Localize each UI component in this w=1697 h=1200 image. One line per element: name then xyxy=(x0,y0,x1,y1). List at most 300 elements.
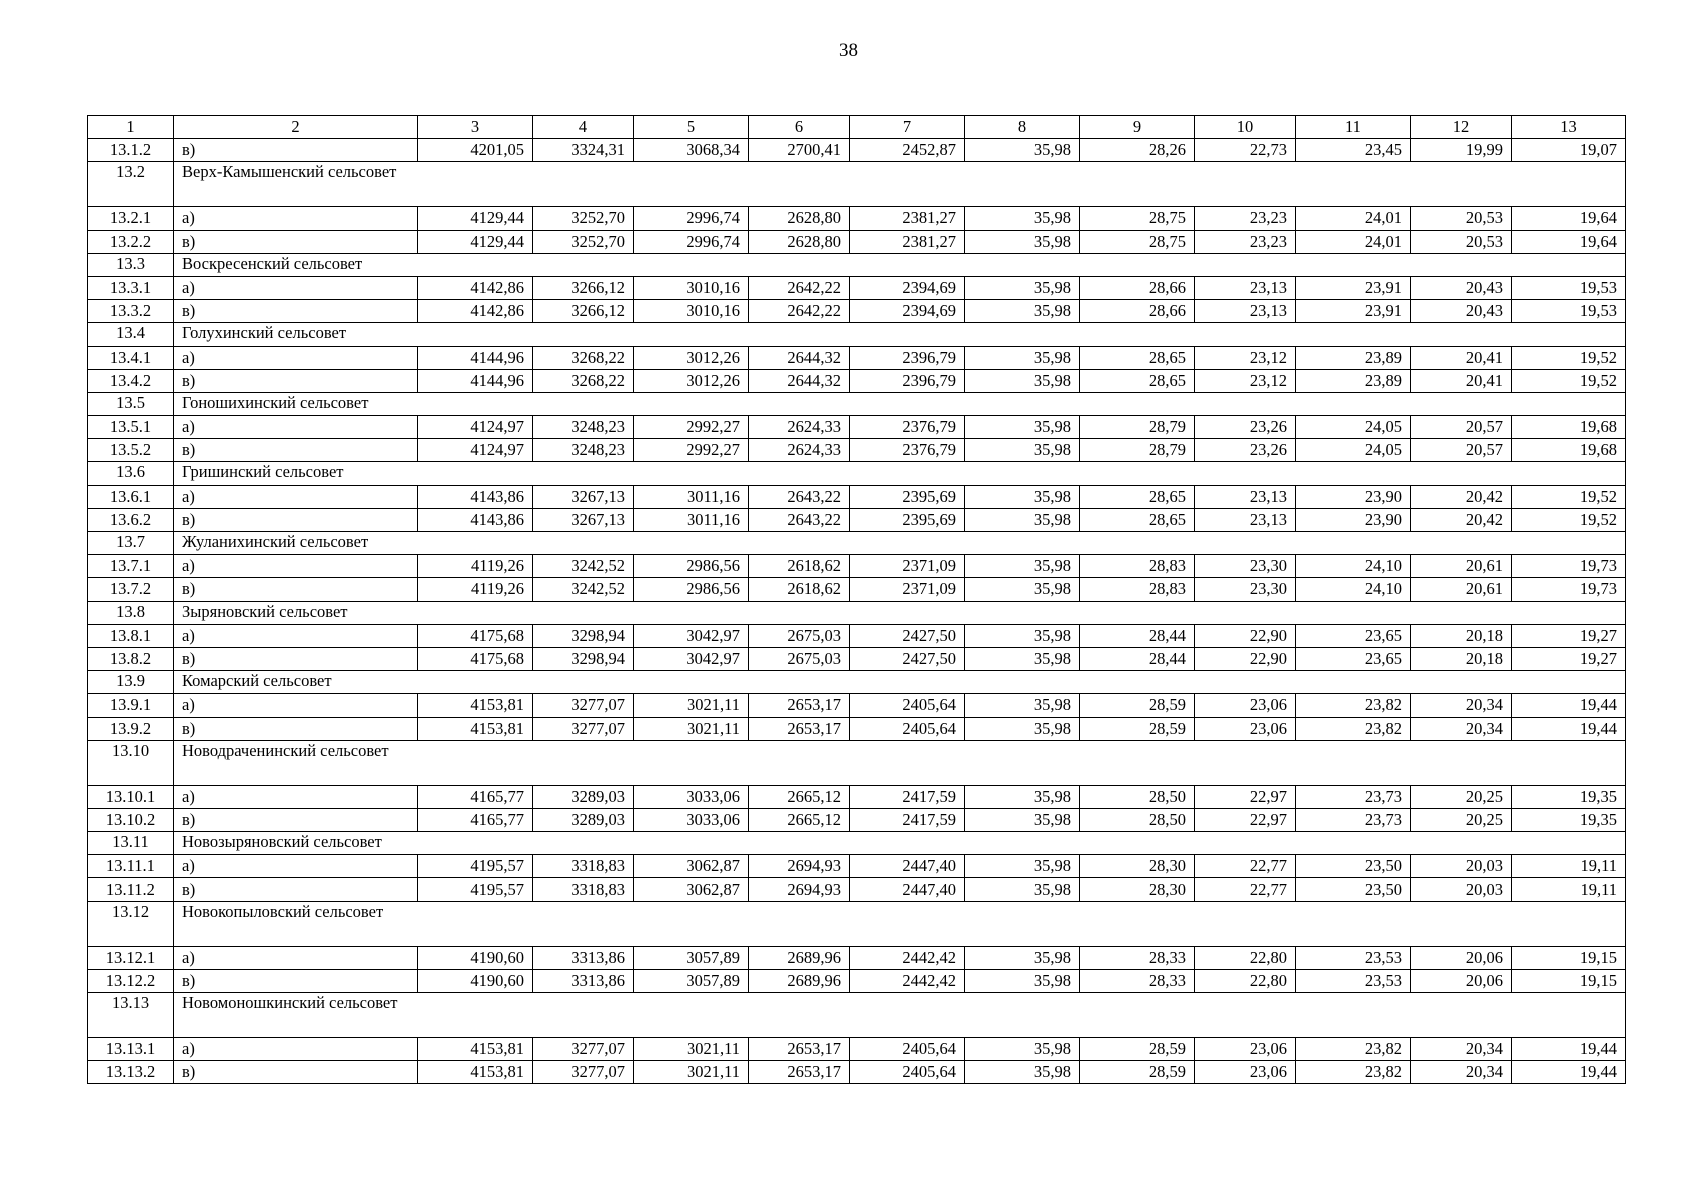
value-cell: 2996,74 xyxy=(634,230,749,253)
value-cell: 22,90 xyxy=(1195,624,1296,647)
table-row xyxy=(88,878,1626,901)
value-cell: 28,65 xyxy=(1080,485,1195,508)
header-cell: 5 xyxy=(634,116,749,139)
value-cell: 19,27 xyxy=(1512,624,1626,647)
group-title: Гоношихинский сельсовет xyxy=(174,392,1626,415)
value-cell: 3298,94 xyxy=(533,624,634,647)
value-cell: 3010,16 xyxy=(634,300,749,323)
value-cell: 2642,22 xyxy=(749,300,850,323)
row-number: 13.4.2 xyxy=(88,369,174,392)
row-number: 13.9.2 xyxy=(88,717,174,740)
value-cell: 19,07 xyxy=(1512,139,1626,162)
group-title: Жуланихинский сельсовет xyxy=(174,532,1626,555)
value-cell: 3042,97 xyxy=(634,624,749,647)
value-cell: 23,82 xyxy=(1296,694,1411,717)
group-row xyxy=(88,323,1626,346)
value-cell: 3242,52 xyxy=(533,578,634,601)
table-row xyxy=(88,808,1626,831)
value-cell: 19,52 xyxy=(1512,369,1626,392)
value-cell: 19,53 xyxy=(1512,276,1626,299)
value-cell: 20,53 xyxy=(1411,230,1512,253)
value-cell: 35,98 xyxy=(965,139,1080,162)
row-label: а) xyxy=(174,276,418,299)
group-row xyxy=(88,901,1626,946)
table-row xyxy=(88,139,1626,162)
value-cell: 4142,86 xyxy=(418,276,533,299)
row-label: в) xyxy=(174,1061,418,1084)
value-cell: 22,97 xyxy=(1195,808,1296,831)
value-cell: 28,44 xyxy=(1080,624,1195,647)
value-cell: 20,34 xyxy=(1411,694,1512,717)
row-label: а) xyxy=(174,555,418,578)
value-cell: 20,18 xyxy=(1411,647,1512,670)
value-cell: 35,98 xyxy=(965,717,1080,740)
value-cell: 2394,69 xyxy=(850,276,965,299)
row-label: в) xyxy=(174,578,418,601)
value-cell: 35,98 xyxy=(965,276,1080,299)
value-cell: 35,98 xyxy=(965,1061,1080,1084)
value-cell: 3248,23 xyxy=(533,439,634,462)
value-cell: 4190,60 xyxy=(418,969,533,992)
table-row xyxy=(88,969,1626,992)
row-label: в) xyxy=(174,808,418,831)
row-number: 13.6.1 xyxy=(88,485,174,508)
table-row xyxy=(88,555,1626,578)
row-label: в) xyxy=(174,717,418,740)
value-cell: 28,59 xyxy=(1080,1038,1195,1061)
value-cell: 3021,11 xyxy=(634,1061,749,1084)
value-cell: 22,77 xyxy=(1195,855,1296,878)
value-cell: 3010,16 xyxy=(634,276,749,299)
row-number: 13.13 xyxy=(88,993,174,1038)
value-cell: 2618,62 xyxy=(749,555,850,578)
value-cell: 2405,64 xyxy=(850,717,965,740)
value-cell: 23,26 xyxy=(1195,416,1296,439)
value-cell: 3033,06 xyxy=(634,785,749,808)
header-cell: 3 xyxy=(418,116,533,139)
value-cell: 4153,81 xyxy=(418,1038,533,1061)
value-cell: 2394,69 xyxy=(850,300,965,323)
value-cell: 20,25 xyxy=(1411,808,1512,831)
value-cell: 35,98 xyxy=(965,578,1080,601)
value-cell: 35,98 xyxy=(965,555,1080,578)
value-cell: 3012,26 xyxy=(634,369,749,392)
value-cell: 28,59 xyxy=(1080,694,1195,717)
value-cell: 2689,96 xyxy=(749,946,850,969)
value-cell: 2643,22 xyxy=(749,508,850,531)
value-cell: 4124,97 xyxy=(418,439,533,462)
value-cell: 2624,33 xyxy=(749,439,850,462)
row-number: 13.11.2 xyxy=(88,878,174,901)
value-cell: 2381,27 xyxy=(850,207,965,230)
value-cell: 24,10 xyxy=(1296,578,1411,601)
value-cell: 19,52 xyxy=(1512,346,1626,369)
row-number: 13.11 xyxy=(88,832,174,855)
value-cell: 35,98 xyxy=(965,946,1080,969)
header-cell: 11 xyxy=(1296,116,1411,139)
group-row xyxy=(88,832,1626,855)
value-cell: 19,73 xyxy=(1512,555,1626,578)
value-cell: 19,53 xyxy=(1512,300,1626,323)
value-cell: 23,26 xyxy=(1195,439,1296,462)
value-cell: 28,83 xyxy=(1080,578,1195,601)
value-cell: 24,10 xyxy=(1296,555,1411,578)
value-cell: 3318,83 xyxy=(533,878,634,901)
value-cell: 22,80 xyxy=(1195,969,1296,992)
value-cell: 19,44 xyxy=(1512,1038,1626,1061)
value-cell: 2396,79 xyxy=(850,369,965,392)
value-cell: 2992,27 xyxy=(634,416,749,439)
value-cell: 3011,16 xyxy=(634,508,749,531)
value-cell: 3248,23 xyxy=(533,416,634,439)
value-cell: 28,75 xyxy=(1080,230,1195,253)
value-cell: 23,89 xyxy=(1296,369,1411,392)
value-cell: 3062,87 xyxy=(634,855,749,878)
value-cell: 23,91 xyxy=(1296,300,1411,323)
row-number: 13.3 xyxy=(88,253,174,276)
value-cell: 4119,26 xyxy=(418,555,533,578)
group-title: Новодраченинский сельсовет xyxy=(174,740,1626,785)
row-number: 13.10 xyxy=(88,740,174,785)
group-title: Верх-Камышенский сельсовет xyxy=(174,162,1626,207)
value-cell: 23,06 xyxy=(1195,717,1296,740)
value-cell: 3266,12 xyxy=(533,276,634,299)
group-row xyxy=(88,532,1626,555)
row-number: 13.9.1 xyxy=(88,694,174,717)
value-cell: 3062,87 xyxy=(634,878,749,901)
value-cell: 20,42 xyxy=(1411,485,1512,508)
group-row xyxy=(88,671,1626,694)
value-cell: 19,11 xyxy=(1512,855,1626,878)
table-row xyxy=(88,485,1626,508)
value-cell: 19,27 xyxy=(1512,647,1626,670)
value-cell: 20,42 xyxy=(1411,508,1512,531)
value-cell: 2996,74 xyxy=(634,207,749,230)
value-cell: 4165,77 xyxy=(418,808,533,831)
value-cell: 22,77 xyxy=(1195,878,1296,901)
value-cell: 24,01 xyxy=(1296,230,1411,253)
value-cell: 23,65 xyxy=(1296,624,1411,647)
table-row xyxy=(88,369,1626,392)
row-label: а) xyxy=(174,416,418,439)
row-number: 13.13.1 xyxy=(88,1038,174,1061)
value-cell: 20,06 xyxy=(1411,969,1512,992)
value-cell: 35,98 xyxy=(965,346,1080,369)
value-cell: 23,82 xyxy=(1296,1038,1411,1061)
value-cell: 2675,03 xyxy=(749,647,850,670)
value-cell: 19,44 xyxy=(1512,717,1626,740)
group-row xyxy=(88,462,1626,485)
value-cell: 3267,13 xyxy=(533,485,634,508)
value-cell: 23,50 xyxy=(1296,878,1411,901)
value-cell: 35,98 xyxy=(965,207,1080,230)
value-cell: 2986,56 xyxy=(634,555,749,578)
value-cell: 3011,16 xyxy=(634,485,749,508)
value-cell: 23,13 xyxy=(1195,485,1296,508)
value-cell: 2427,50 xyxy=(850,624,965,647)
value-cell: 22,90 xyxy=(1195,647,1296,670)
row-number: 13.7.2 xyxy=(88,578,174,601)
table-row xyxy=(88,624,1626,647)
value-cell: 3318,83 xyxy=(533,855,634,878)
header-cell: 1 xyxy=(88,116,174,139)
value-cell: 3042,97 xyxy=(634,647,749,670)
table-row xyxy=(88,855,1626,878)
row-number: 13.8.2 xyxy=(88,647,174,670)
table-row xyxy=(88,946,1626,969)
value-cell: 23,53 xyxy=(1296,969,1411,992)
value-cell: 19,64 xyxy=(1512,207,1626,230)
value-cell: 23,65 xyxy=(1296,647,1411,670)
value-cell: 2376,79 xyxy=(850,439,965,462)
value-cell: 19,35 xyxy=(1512,785,1626,808)
value-cell: 2653,17 xyxy=(749,1061,850,1084)
value-cell: 28,44 xyxy=(1080,647,1195,670)
value-cell: 3021,11 xyxy=(634,1038,749,1061)
value-cell: 2395,69 xyxy=(850,485,965,508)
value-cell: 3012,26 xyxy=(634,346,749,369)
value-cell: 3057,89 xyxy=(634,946,749,969)
value-cell: 4142,86 xyxy=(418,300,533,323)
value-cell: 35,98 xyxy=(965,694,1080,717)
value-cell: 28,66 xyxy=(1080,300,1195,323)
value-cell: 3268,22 xyxy=(533,346,634,369)
row-number: 13.12.2 xyxy=(88,969,174,992)
value-cell: 3277,07 xyxy=(533,717,634,740)
header-cell: 9 xyxy=(1080,116,1195,139)
value-cell: 20,61 xyxy=(1411,555,1512,578)
row-number: 13.4.1 xyxy=(88,346,174,369)
header-cell: 12 xyxy=(1411,116,1512,139)
value-cell: 35,98 xyxy=(965,624,1080,647)
value-cell: 20,41 xyxy=(1411,346,1512,369)
row-label: а) xyxy=(174,207,418,230)
tariff-table xyxy=(87,115,1626,1084)
value-cell: 3057,89 xyxy=(634,969,749,992)
row-number: 13.7.1 xyxy=(88,555,174,578)
value-cell: 4129,44 xyxy=(418,230,533,253)
value-cell: 35,98 xyxy=(965,485,1080,508)
table-row xyxy=(88,230,1626,253)
value-cell: 20,03 xyxy=(1411,878,1512,901)
value-cell: 3277,07 xyxy=(533,1061,634,1084)
value-cell: 35,98 xyxy=(965,785,1080,808)
row-number: 13.2 xyxy=(88,162,174,207)
value-cell: 2992,27 xyxy=(634,439,749,462)
value-cell: 23,30 xyxy=(1195,555,1296,578)
value-cell: 23,53 xyxy=(1296,946,1411,969)
value-cell: 35,98 xyxy=(965,647,1080,670)
value-cell: 28,83 xyxy=(1080,555,1195,578)
value-cell: 19,35 xyxy=(1512,808,1626,831)
value-cell: 20,57 xyxy=(1411,439,1512,462)
value-cell: 35,98 xyxy=(965,230,1080,253)
row-label: в) xyxy=(174,878,418,901)
group-row xyxy=(88,993,1626,1038)
value-cell: 23,45 xyxy=(1296,139,1411,162)
row-number: 13.6 xyxy=(88,462,174,485)
value-cell: 19,52 xyxy=(1512,508,1626,531)
value-cell: 3242,52 xyxy=(533,555,634,578)
value-cell: 2694,93 xyxy=(749,878,850,901)
value-cell: 4119,26 xyxy=(418,578,533,601)
value-cell: 23,30 xyxy=(1195,578,1296,601)
value-cell: 20,06 xyxy=(1411,946,1512,969)
row-label: а) xyxy=(174,346,418,369)
value-cell: 2642,22 xyxy=(749,276,850,299)
row-number: 13.5.1 xyxy=(88,416,174,439)
value-cell: 20,53 xyxy=(1411,207,1512,230)
row-label: в) xyxy=(174,369,418,392)
value-cell: 3266,12 xyxy=(533,300,634,323)
value-cell: 23,12 xyxy=(1195,369,1296,392)
value-cell: 28,65 xyxy=(1080,508,1195,531)
value-cell: 19,15 xyxy=(1512,946,1626,969)
value-cell: 2628,80 xyxy=(749,230,850,253)
header-row xyxy=(88,116,1626,139)
value-cell: 23,73 xyxy=(1296,785,1411,808)
value-cell: 2665,12 xyxy=(749,808,850,831)
value-cell: 24,05 xyxy=(1296,439,1411,462)
value-cell: 4190,60 xyxy=(418,946,533,969)
value-cell: 2452,87 xyxy=(850,139,965,162)
value-cell: 23,73 xyxy=(1296,808,1411,831)
table-row xyxy=(88,276,1626,299)
row-label: в) xyxy=(174,969,418,992)
group-row xyxy=(88,601,1626,624)
value-cell: 23,23 xyxy=(1195,230,1296,253)
value-cell: 2395,69 xyxy=(850,508,965,531)
group-title: Новозыряновский сельсовет xyxy=(174,832,1626,855)
row-number: 13.2.1 xyxy=(88,207,174,230)
value-cell: 35,98 xyxy=(965,1038,1080,1061)
value-cell: 2624,33 xyxy=(749,416,850,439)
row-number: 13.10.1 xyxy=(88,785,174,808)
value-cell: 3313,86 xyxy=(533,946,634,969)
value-cell: 28,50 xyxy=(1080,808,1195,831)
value-cell: 28,79 xyxy=(1080,439,1195,462)
group-row xyxy=(88,392,1626,415)
value-cell: 2371,09 xyxy=(850,578,965,601)
value-cell: 2405,64 xyxy=(850,694,965,717)
value-cell: 3277,07 xyxy=(533,1038,634,1061)
value-cell: 2644,32 xyxy=(749,346,850,369)
value-cell: 20,34 xyxy=(1411,1038,1512,1061)
row-label: а) xyxy=(174,946,418,969)
table-row xyxy=(88,578,1626,601)
value-cell: 23,06 xyxy=(1195,1038,1296,1061)
header-cell: 6 xyxy=(749,116,850,139)
value-cell: 2618,62 xyxy=(749,578,850,601)
value-cell: 35,98 xyxy=(965,878,1080,901)
value-cell: 2405,64 xyxy=(850,1038,965,1061)
row-number: 13.7 xyxy=(88,532,174,555)
value-cell: 19,68 xyxy=(1512,416,1626,439)
value-cell: 3277,07 xyxy=(533,694,634,717)
value-cell: 23,12 xyxy=(1195,346,1296,369)
table-row xyxy=(88,439,1626,462)
value-cell: 28,59 xyxy=(1080,1061,1195,1084)
row-label: в) xyxy=(174,439,418,462)
value-cell: 3324,31 xyxy=(533,139,634,162)
value-cell: 20,34 xyxy=(1411,1061,1512,1084)
value-cell: 22,73 xyxy=(1195,139,1296,162)
value-cell: 23,13 xyxy=(1195,508,1296,531)
value-cell: 24,05 xyxy=(1296,416,1411,439)
value-cell: 19,52 xyxy=(1512,485,1626,508)
row-label: а) xyxy=(174,694,418,717)
value-cell: 20,41 xyxy=(1411,369,1512,392)
row-number: 13.13.2 xyxy=(88,1061,174,1084)
table-row xyxy=(88,647,1626,670)
value-cell: 23,13 xyxy=(1195,300,1296,323)
value-cell: 20,18 xyxy=(1411,624,1512,647)
value-cell: 2442,42 xyxy=(850,946,965,969)
value-cell: 23,50 xyxy=(1296,855,1411,878)
value-cell: 4124,97 xyxy=(418,416,533,439)
row-label: а) xyxy=(174,785,418,808)
group-row xyxy=(88,162,1626,207)
value-cell: 2376,79 xyxy=(850,416,965,439)
value-cell: 28,50 xyxy=(1080,785,1195,808)
value-cell: 23,23 xyxy=(1195,207,1296,230)
value-cell: 19,68 xyxy=(1512,439,1626,462)
value-cell: 3313,86 xyxy=(533,969,634,992)
value-cell: 22,97 xyxy=(1195,785,1296,808)
row-number: 13.4 xyxy=(88,323,174,346)
value-cell: 35,98 xyxy=(965,416,1080,439)
value-cell: 23,82 xyxy=(1296,1061,1411,1084)
value-cell: 19,44 xyxy=(1512,694,1626,717)
table-row xyxy=(88,207,1626,230)
table-row xyxy=(88,785,1626,808)
value-cell: 3068,34 xyxy=(634,139,749,162)
value-cell: 35,98 xyxy=(965,508,1080,531)
row-number: 13.11.1 xyxy=(88,855,174,878)
value-cell: 3033,06 xyxy=(634,808,749,831)
value-cell: 4144,96 xyxy=(418,369,533,392)
value-cell: 23,91 xyxy=(1296,276,1411,299)
value-cell: 19,15 xyxy=(1512,969,1626,992)
value-cell: 35,98 xyxy=(965,369,1080,392)
value-cell: 2653,17 xyxy=(749,717,850,740)
group-title: Воскресенский сельсовет xyxy=(174,253,1626,276)
table-row xyxy=(88,300,1626,323)
page-number: 38 xyxy=(839,40,858,61)
value-cell: 4129,44 xyxy=(418,207,533,230)
row-label: в) xyxy=(174,230,418,253)
value-cell: 3289,03 xyxy=(533,808,634,831)
row-number: 13.12.1 xyxy=(88,946,174,969)
table-row xyxy=(88,694,1626,717)
value-cell: 28,75 xyxy=(1080,207,1195,230)
value-cell: 28,30 xyxy=(1080,855,1195,878)
value-cell: 3021,11 xyxy=(634,694,749,717)
value-cell: 28,59 xyxy=(1080,717,1195,740)
value-cell: 28,66 xyxy=(1080,276,1195,299)
value-cell: 3298,94 xyxy=(533,647,634,670)
value-cell: 23,90 xyxy=(1296,508,1411,531)
value-cell: 19,11 xyxy=(1512,878,1626,901)
value-cell: 35,98 xyxy=(965,439,1080,462)
value-cell: 19,99 xyxy=(1411,139,1512,162)
value-cell: 4201,05 xyxy=(418,139,533,162)
header-cell: 4 xyxy=(533,116,634,139)
value-cell: 4175,68 xyxy=(418,647,533,670)
value-cell: 2442,42 xyxy=(850,969,965,992)
row-number: 13.8.1 xyxy=(88,624,174,647)
row-number: 13.9 xyxy=(88,671,174,694)
